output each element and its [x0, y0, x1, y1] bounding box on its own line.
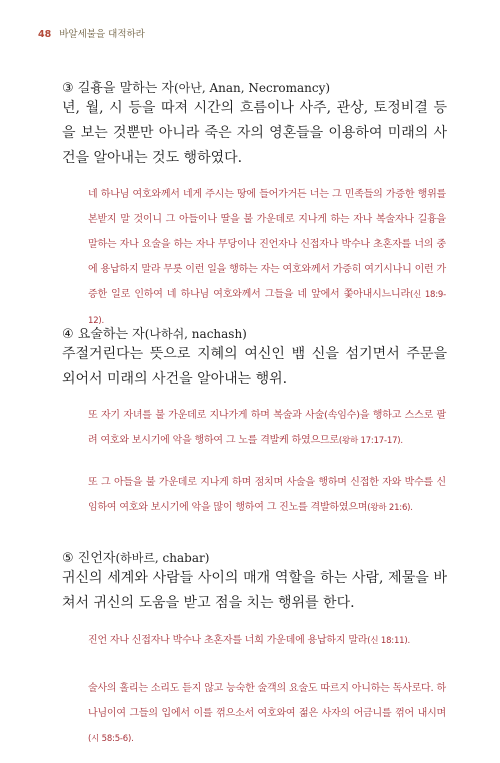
section-body-5: 귀신의 세계와 사람들 사이의 매개 역할을 하는 사람, 제물을 바쳐서 귀신의 도움을 받고 점을 치는 행위를 한다. — [62, 570, 447, 611]
section-heading-3 — [62, 77, 330, 96]
quote-reference: (신 18:11). — [367, 636, 410, 646]
section-body-3: 년, 월, 시 등을 따져 시간의 흐름이나 사주, 관상, 토정비결 등을 보는 것뿐만 아니라 죽은 자의 영혼들을 이용하여 미래의 사건을 알아내는 것도 행하였다. — [62, 100, 447, 166]
quote-text: 진언 자나 신접자나 박수나 초혼자를 너희 가운데에 용납하지 말라 — [88, 635, 368, 646]
running-header — [38, 26, 145, 40]
quote-text: 네 하나님 여호와께서 네게 주시는 땅에 들어가거든 너는 그 민족들의 가증한 행위를 본받지 말 것이니 그 아들이나 딸을 불 가운데로 지나게 하는 자나 복술자나 길흉을 말하는 자나 요술을 하는 자나 무당이나 진언자나 신접자나 박수나 초혼자를 너의 중에 용납하지 말라 무릇 이런 일을 행하는 자는 여호와께서 가증히 여기시나니 이런 가증한 일로 인하여 네 하나님 여호와께서 그들을 네 앞에서 쫓아내시느니라 — [88, 189, 446, 300]
scripture-quote — [88, 676, 446, 752]
section-heading-4 — [62, 323, 247, 342]
scripture-quote — [88, 182, 446, 334]
section-title: ③ 길흉을 말하는 자 — [62, 81, 174, 96]
section-subtitle: (나하쉬, nachash) — [144, 327, 247, 341]
section-title: ④ 요술하는 자 — [62, 327, 145, 342]
scripture-quote — [88, 403, 446, 454]
quote-reference: (왕하 17:17-17). — [338, 436, 403, 446]
section-subtitle: (하바르, chabar) — [115, 551, 210, 565]
quote-text: 또 자기 자녀를 불 가운데로 지나가게 하며 복술과 사술(속임수)을 행하고 스스로 팔려 여호와 보시기에 악을 행하여 그 노를 격발케 하였으므로 — [88, 410, 446, 446]
scripture-quote — [88, 628, 446, 654]
scripture-quote — [88, 470, 446, 521]
page-number: 48 — [38, 29, 52, 40]
section-subtitle: (아난, Anan, Necromancy) — [173, 81, 331, 95]
quote-text: 또 그 아들을 불 가운데로 지나게 하며 점치며 사술을 행하며 신접한 자와 박수를 신임하여 여호와 보시기에 악을 많이 행하여 그 진노를 격발하였으며 — [88, 477, 446, 513]
section-title: ⑤ 진언자 — [62, 551, 116, 566]
book-title: 바알세불을 대적하라 — [59, 29, 145, 40]
quote-reference: (신 18:9-12). — [88, 290, 446, 326]
quote-text: 술사의 홀리는 소리도 듣지 않고 능숙한 술객의 요술도 따르지 아니하는 독사로다. 하나님이여 그들의 입에서 이를 꺾으소서 여호와여 젊은 사자의 어금니를 꺾어 내시며 — [88, 683, 446, 719]
section-heading-5 — [62, 547, 209, 566]
quote-reference: (시 58:5-6). — [88, 734, 134, 744]
quote-reference: (왕하 21:6). — [367, 503, 413, 513]
section-body-4: 주절거린다는 뜻으로 지혜의 여신인 뱀 신을 섬기면서 주문을 외어서 미래의 사건을 알아내는 행위. — [62, 346, 447, 387]
